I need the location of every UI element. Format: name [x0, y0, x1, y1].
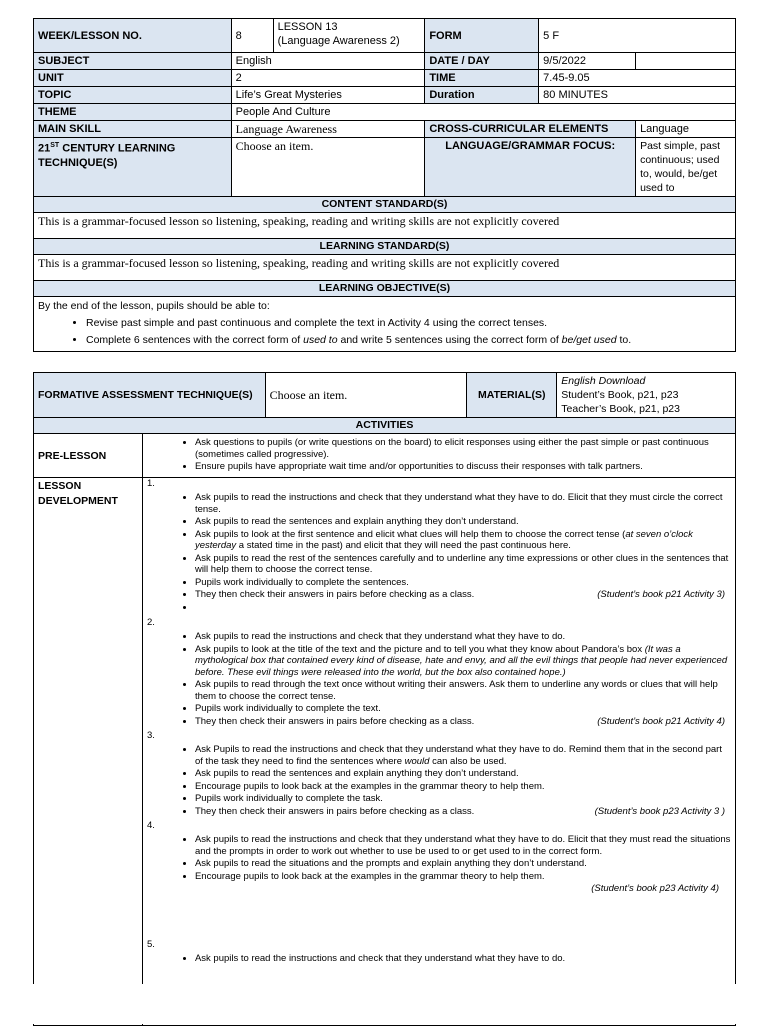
dev-step: • Ask pupils to read the instructions and check that they understand what they have to do. Elicit that they must circle the correct tense.	[195, 492, 731, 515]
dev-step: • Encourage pupils to look back at the examples in the grammar theory to help them.	[195, 871, 731, 883]
step-number: 2.	[146, 617, 155, 628]
material-list	[557, 373, 736, 418]
learning-standard-heading: LEARNING STANDARD(S)	[34, 239, 736, 255]
grammar-focus-label: LANGUAGE/GRAMMAR FOCUS:	[425, 138, 636, 197]
activities-table	[33, 372, 736, 1026]
learning-objective-body	[34, 297, 736, 352]
activity-reference: (Student’s book p21 Activity 3)	[597, 589, 725, 600]
step-number: 4.	[146, 820, 155, 831]
lesson-plan-header-table	[33, 18, 736, 352]
dev-step: • They then check their answers in pairs before checking as a class. (Student’s book p23 Activity 3 )	[195, 806, 731, 818]
content-standard-heading: CONTENT STANDARD(S)	[34, 197, 736, 213]
dev-step: • They then check their answers in pairs before checking as a class. (Student’s book p21 Activity 3)	[195, 589, 731, 601]
unit-value: 2	[231, 70, 425, 87]
dev-step: • Encourage pupils to look back at the examples in the grammar theory to help them.	[195, 781, 731, 793]
objective-item: • Complete 6 sentences with the correct form of used to and write 5 sentences using the correct form of be/get used to.	[86, 332, 731, 349]
week-label: WEEK/LESSON NO.	[34, 19, 232, 53]
dev-step: • Ask pupils to look at the title of the text and the picture and to tell you what they know about Pandora’s box (It was a mythological box that contained every kind of disease, hate and envy, and all the evil things that people had never experienced before. These evil things were released into the world, but the box also contained hope.)	[195, 644, 731, 679]
topic-label: TOPIC	[34, 87, 232, 104]
dev-step: • Ask pupils to look at the first sentence and elicit what clues will help them to choose the correct tense (at seven o’clock yesterday a stated time in the past) and elicit that they will need the past continuous here.	[195, 529, 731, 552]
material-item: Student’s Book, p21, p23	[561, 389, 679, 401]
step-number: 1.	[146, 478, 155, 489]
material-item: English Download	[561, 375, 646, 387]
dev-step: • Ask pupils to read the sentences and explain anything they don’t understand.	[195, 516, 731, 528]
learning-standard-text: This is a grammar-focused lesson so listening, speaking, reading and writing skills are not explicitly covered	[34, 255, 736, 281]
week-value: 8	[231, 19, 273, 53]
page-bottom-margin	[0, 984, 768, 1024]
dev-step: • Ask pupils to read the instructions and check that they understand what they have to do.	[195, 631, 731, 643]
dev-step: • Ask pupils to read the situations and the prompts and explain anything they don’t understand.	[195, 858, 731, 870]
learning-objective-heading: LEARNING OBJECTIVE(S)	[34, 281, 736, 297]
activities-heading: ACTIVITIES	[34, 418, 736, 434]
grammar-focus-value: Past simple, past continuous; used to, would, be/get used to	[636, 138, 736, 197]
pre-lesson-step: • Ask questions to pupils (or write questions on the board) to elicit responses using either the past simple or past continuous (sometimes called progressive).	[195, 437, 731, 460]
dev-step: • Ask pupils to read the rest of the sentences carefully and to underline any time expressions or other clues in the sentences that will help them to choose the correct tense.	[195, 553, 731, 576]
unit-label: UNIT	[34, 70, 232, 87]
empty-step	[195, 602, 731, 614]
main-skill-label: MAIN SKILL	[34, 121, 232, 138]
objective-intro: By the end of the lesson, pupils should be able to:	[38, 300, 270, 312]
topic-value: Life’s Great Mysteries	[231, 87, 425, 104]
assessment-dropdown[interactable]: Choose an item.	[265, 373, 467, 418]
material-item: Teacher’s Book, p21, p23	[561, 403, 680, 415]
activity-reference: (Student’s book p23 Activity 4)	[591, 883, 719, 894]
objective-item: • Revise past simple and past continuous and complete the text in Activity 4 using the correct tenses.	[86, 315, 731, 332]
dev-step: • Pupils work individually to complete the task.	[195, 793, 731, 805]
material-label: MATERIAL(S)	[467, 373, 557, 418]
subject-value: English	[231, 53, 425, 70]
subject-label: SUBJECT	[34, 53, 232, 70]
century-learning-label: 21ST CENTURY LEARNING TECHNIQUE(S)	[34, 138, 232, 197]
duration-value: 80 MINUTES	[539, 87, 736, 104]
dev-step: • Ask pupils to read the instructions and check that they understand what they have to do. Elicit that they must read the situations and the prompts in order to work out whether to use be used to or get used to in the correct form.	[195, 834, 731, 857]
lesson-number: LESSON 13	[277, 21, 338, 33]
dev-step: • Ask Pupils to read the instructions and check that they understand what they have to do. Remind them that in the second part of the task they need to find the sentences where would can also be used.	[195, 744, 731, 767]
duration-label: Duration	[425, 87, 539, 104]
content-standard-text: This is a grammar-focused lesson so listening, speaking, reading and writing skills are not explicitly covered	[34, 213, 736, 239]
pre-lesson-label: PRE-LESSON	[34, 434, 143, 478]
theme-label: THEME	[34, 104, 232, 121]
time-value: 7.45-9.05	[539, 70, 736, 87]
step-number: 5.	[146, 938, 155, 950]
date-extra-cell	[636, 53, 736, 70]
time-label: TIME	[425, 70, 539, 87]
dev-step: • Pupils work individually to complete the sentences.	[195, 577, 731, 589]
dev-step: • Ask pupils to read the instructions and check that they understand what they have to do.	[195, 953, 731, 965]
lesson-development-label: LESSON DEVELOPMENT	[34, 478, 143, 1026]
pre-lesson-body	[142, 434, 735, 478]
lesson-development-body	[142, 478, 735, 1026]
dev-step: • Ask pupils to read through the text once without writing their answers. Ask them to underline any words or clues that will help them to choose the correct tense.	[195, 679, 731, 702]
pre-lesson-step: • Ensure pupils have appropriate wait time and/or opportunities to discuss their responses with talk partners.	[195, 461, 731, 473]
dev-step: • Pupils work individually to complete the text.	[195, 703, 731, 715]
cross-curricular-label: CROSS-CURRICULAR ELEMENTS	[425, 121, 636, 138]
cross-curricular-value: Language	[636, 121, 736, 138]
dev-step: • They then check their answers in pairs before checking as a class. (Student’s book p21 Activity 4)	[195, 716, 731, 728]
lesson-subtitle: (Language Awareness 2)	[277, 35, 400, 47]
form-label: FORM	[425, 19, 539, 53]
form-value: 5 F	[539, 19, 736, 53]
activity-reference: (Student’s book p23 Activity 3 )	[594, 805, 725, 817]
activity-reference: (Student’s book p21 Activity 4)	[597, 715, 725, 727]
dev-step: • Ask pupils to read the sentences and explain anything they don’t understand.	[195, 768, 731, 780]
date-label: DATE / DAY	[425, 53, 539, 70]
assessment-label: FORMATIVE ASSESSMENT TECHNIQUE(S)	[34, 373, 266, 418]
date-value: 9/5/2022	[539, 53, 636, 70]
century-learning-dropdown[interactable]: Choose an item.	[231, 138, 425, 197]
step-number: 3.	[146, 730, 155, 741]
main-skill-value: Language Awareness	[231, 121, 425, 138]
theme-value: People And Culture	[231, 104, 735, 121]
lesson-title	[273, 19, 425, 53]
